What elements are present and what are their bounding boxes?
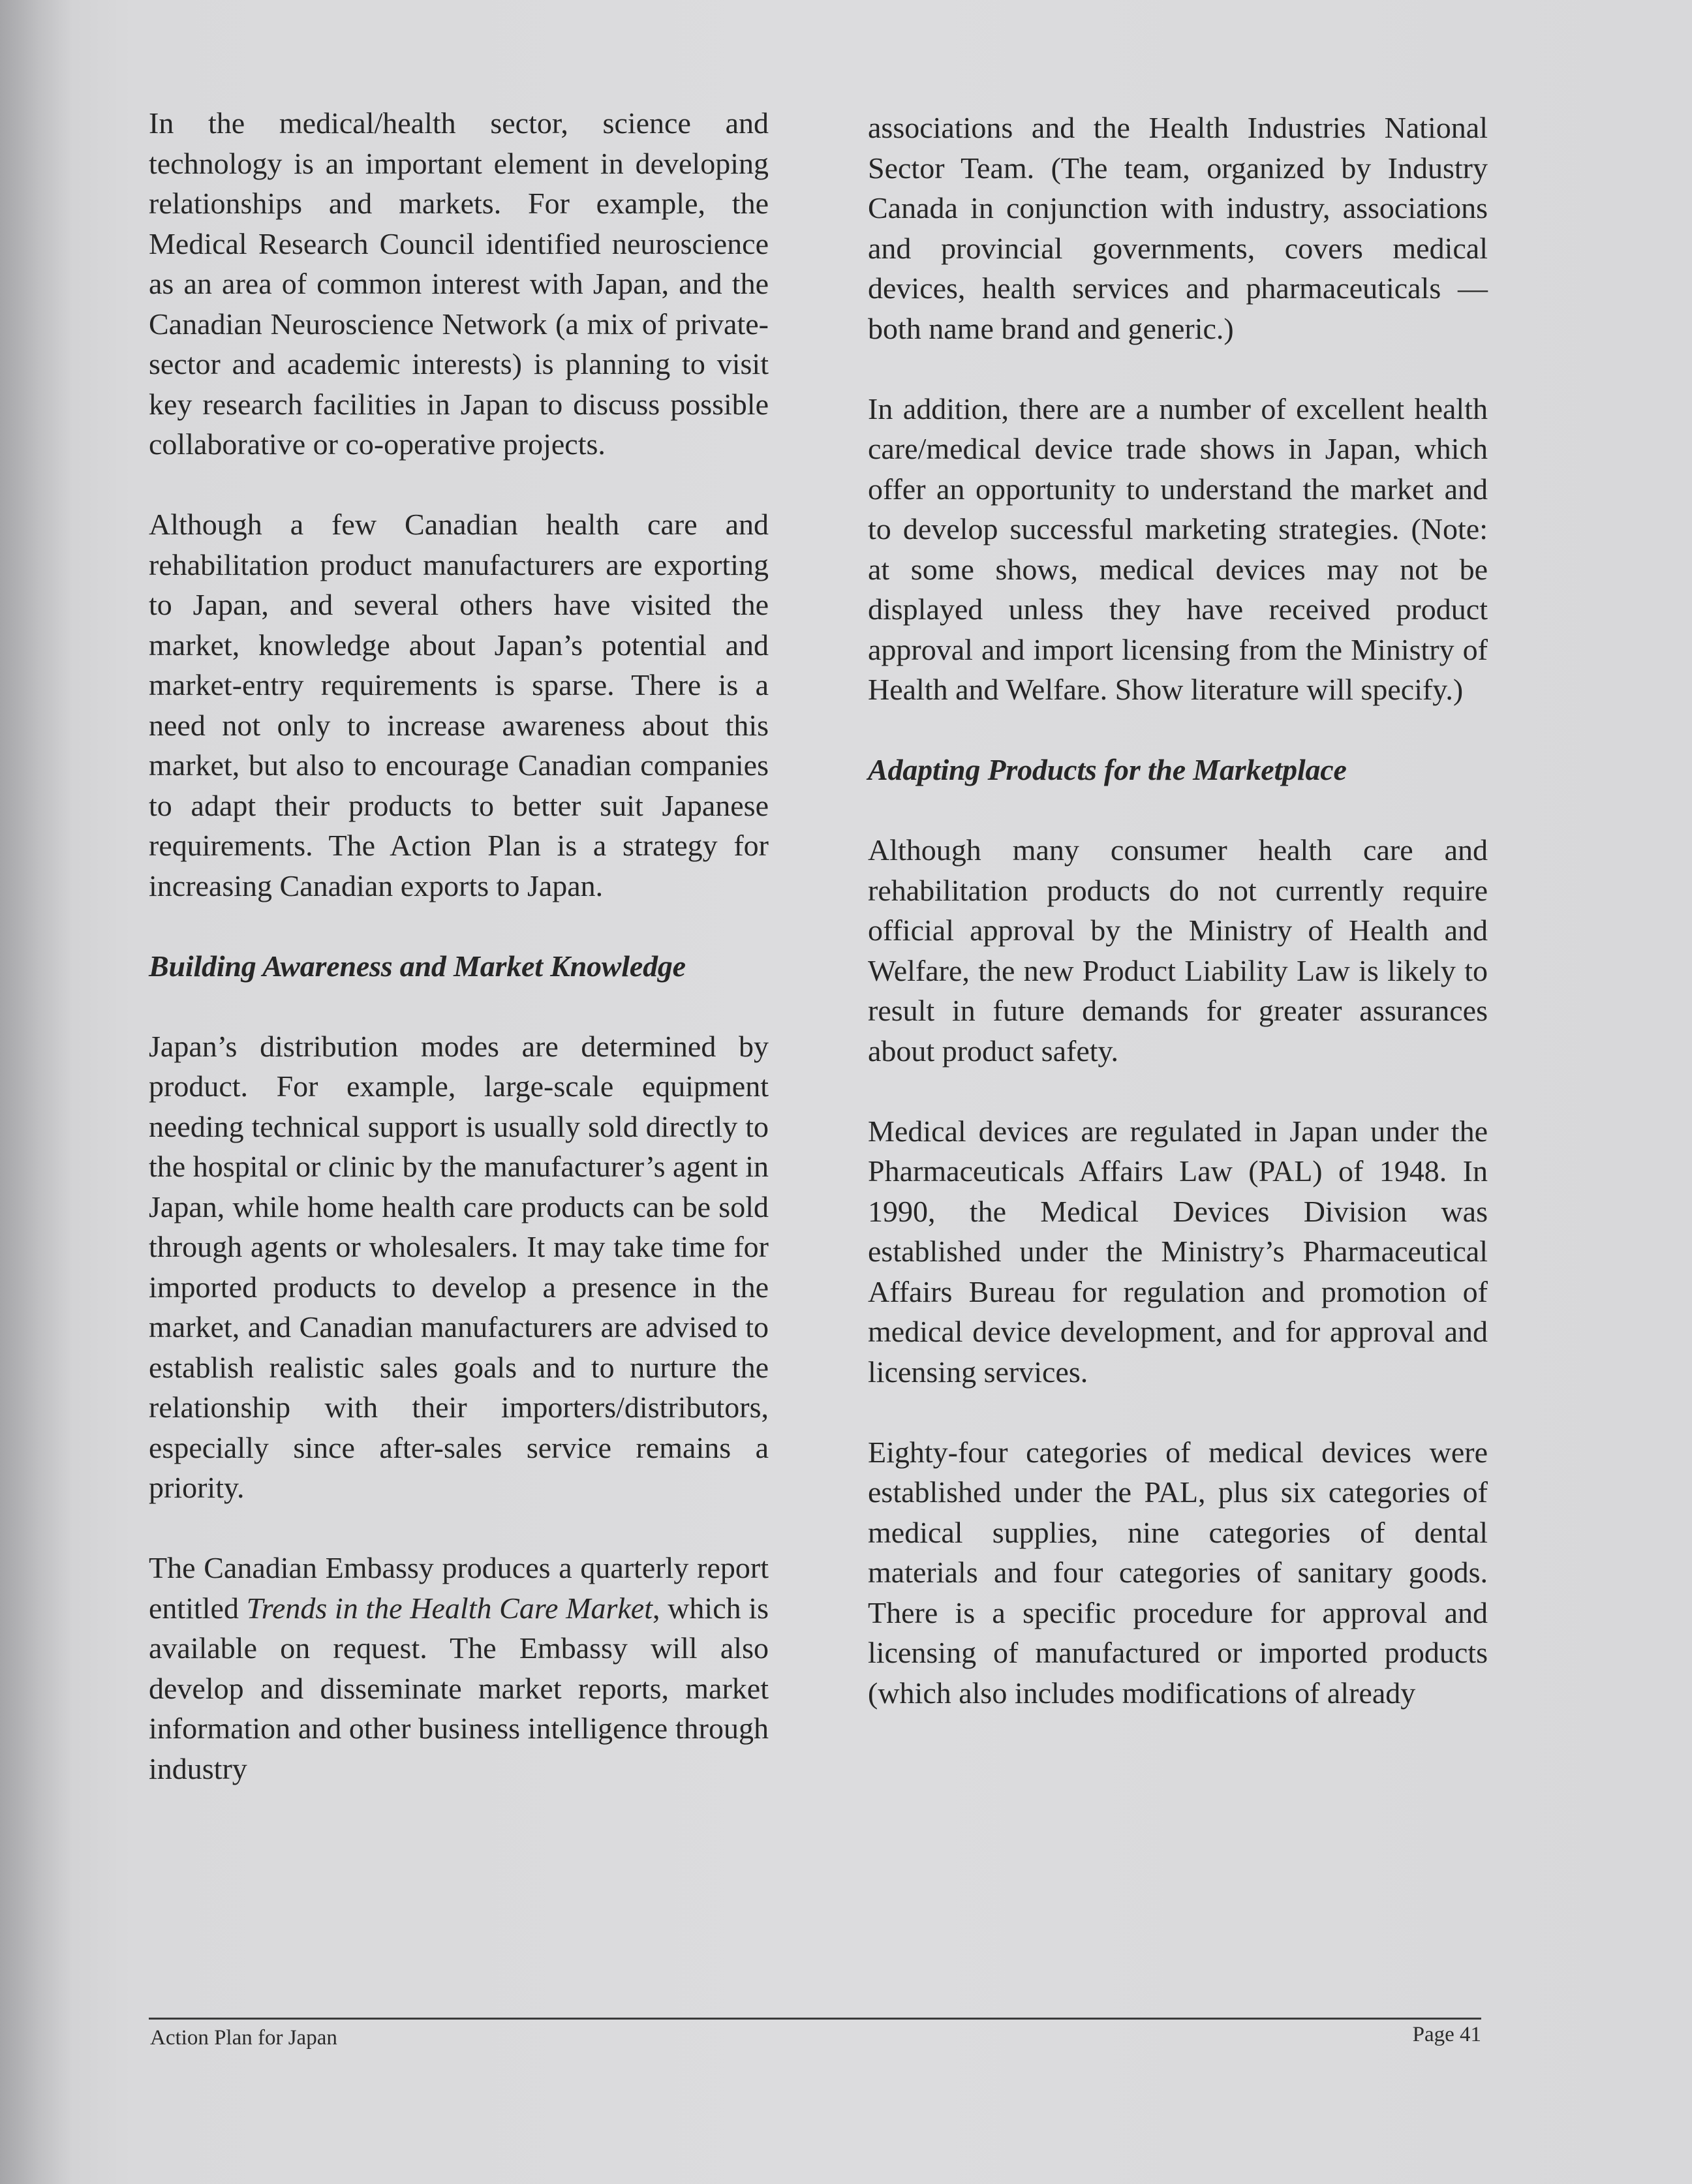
- paragraph-sector-team: associations and the Health Industries National Sector Team. (The team, organized by Industry Canada in conjunction with industry, associations and provincial governments, covers medical devices, health services and pharmaceuticals — both name brand and generic.): [868, 111, 1488, 345]
- embassy-report-text-start: The Canadian Embassy produces a quarterly report entitled: [149, 1551, 769, 1625]
- paragraph-device-categories: Eighty-four categories of medical devices were established under the PAL, plus six categories of medical supplies, nine categories of dental materials and four categories of sanitary goods. There is a specific procedure for approval and licensing of manufactured or imported products (which also includes modifications of already: [868, 1435, 1488, 1710]
- footer-document-title: Action Plan for Japan: [150, 2026, 337, 2050]
- paragraph-science-technology: In the medical/health sector, science and technology is an important element in developing relationships and markets. For example, the Medical Research Council identified neuroscience as an area of common interest with Japan, and the Canadian Neuroscience Network (a mix of private-sector and academic interests) is planning to visit key research facilities in Japan to discuss possible collaborative or co-operative projects.: [149, 106, 769, 461]
- paragraph-embassy-report: [149, 1548, 769, 1789]
- report-title: Trends in the Health Care Market: [246, 1591, 653, 1625]
- footer-page-number: Page 41: [1412, 2023, 1481, 2046]
- footer-divider: [149, 2018, 1481, 2020]
- paragraph-canadian-exports: Although a few Canadian health care and rehabilitation product manufacturers are exporting to Japan, and several others have visited the market, knowledge about Japan’s potential and market-entry requirements is sparse. There is a need not only to increase awareness about this market, but also to encourage Canadian companies to adapt their products to better suit Japanese requirements. The Action Plan is a strategy for increasing Canadian exports to Japan.: [149, 508, 769, 902]
- right-column: [868, 108, 1488, 1753]
- paragraph-distribution-modes: Japan’s distribution modes are determined by product. For example, large-scale equipment needing technical support is usually sold directly to the hospital or clinic by the manufacturer’s agent in Japan, while home health care products can be sold through agents or wholesalers. It may take time for imported products to develop a presence in the market, and Canadian manufacturers are advised to establish realistic sales goals and to nurture the relationship with their importers/distributors, especially since after-sales service remains a priority.: [149, 1029, 769, 1504]
- embassy-report-text-end: , which is available on request. The Embassy will also develop and disseminate market reports, market information and other business intelligence through industry: [149, 1591, 769, 1785]
- heading-adapting-products: Adapting Products for the Marketplace: [868, 753, 1347, 786]
- heading-building-awareness: Building Awareness and Market Knowledge: [149, 949, 686, 983]
- paragraph-trade-shows: In addition, there are a number of excellent health care/medical device trade shows in Japan, which offer an opportunity to understand the market and to develop successful marketing strategies. (Note: at some shows, medical devices may not be displayed unless they have received product approval and import licensing from the Ministry of Health and Welfare. Show literature will specify.): [868, 392, 1488, 706]
- paragraph-medical-devices-regulation: Medical devices are regulated in Japan under the Pharmaceuticals Affairs Law (PAL) of 1948. In 1990, the Medical Devices Division was established under the Ministry’s Pharmaceutical Affairs Bureau for regulation and promotion of medical device development, and for approval and licensing services.: [868, 1114, 1488, 1389]
- paragraph-product-liability: Although many consumer health care and rehabilitation products do not currently require official approval by the Ministry of Health and Welfare, the new Product Liability Law is likely to result in future demands for greater assurances about product safety.: [868, 833, 1488, 1068]
- left-column: [149, 103, 769, 1829]
